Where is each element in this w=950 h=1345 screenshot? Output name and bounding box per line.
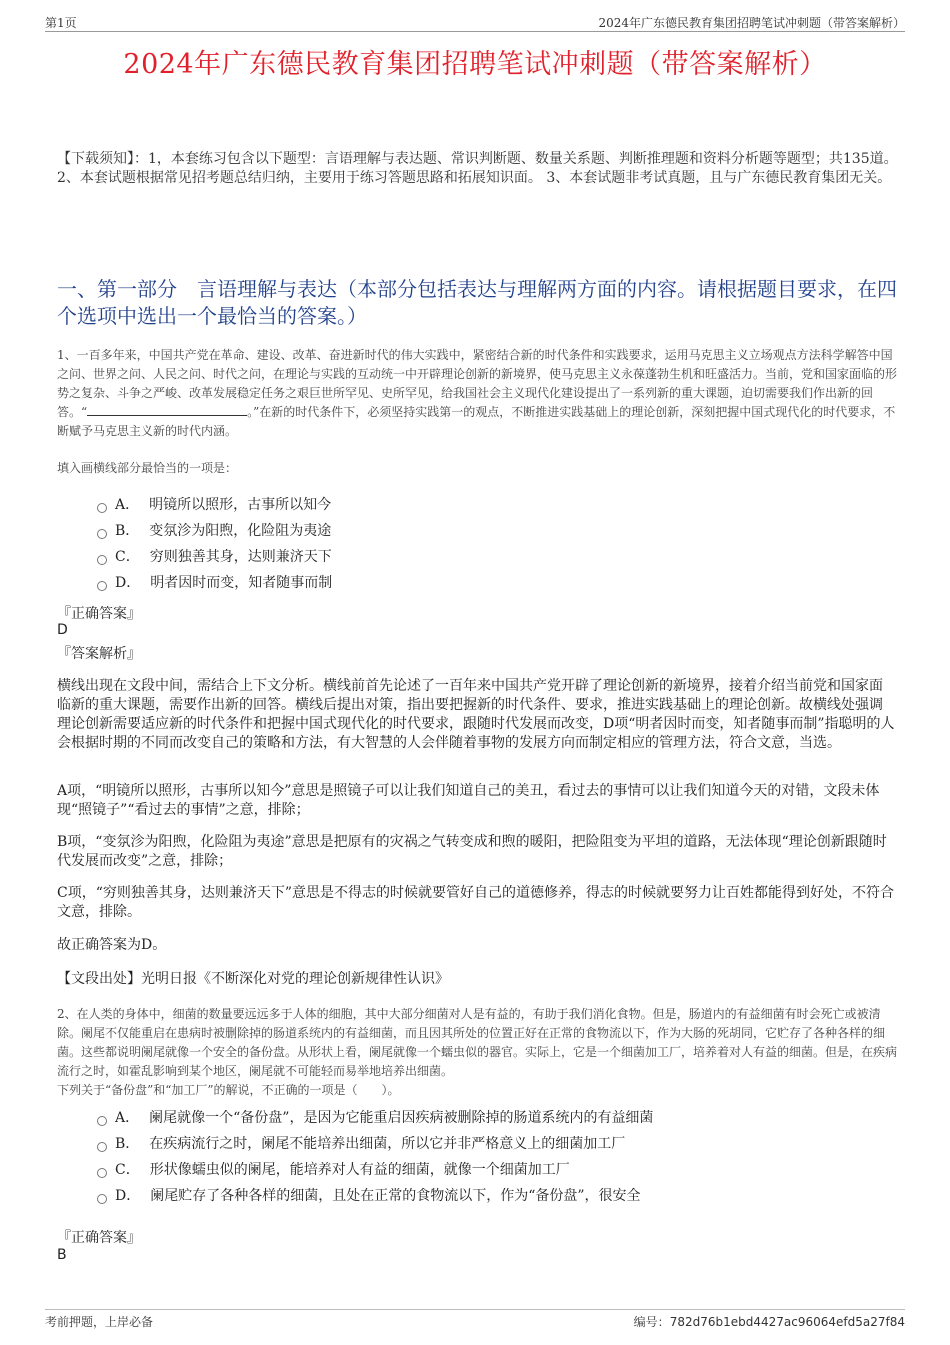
- question-1-option-c[interactable]: C． 穷则独善其身，达则兼济天下: [97, 546, 332, 568]
- radio-icon[interactable]: [97, 555, 107, 565]
- correct-answer: B: [57, 1247, 67, 1263]
- footer-slogan: 考前押题，上岸必备: [45, 1315, 154, 1329]
- correct-answer: D: [57, 622, 68, 638]
- radio-icon[interactable]: [97, 1194, 107, 1204]
- analysis-paragraph: 横线出现在文段中间，需结合上下文分析。横线前首先论述了一百年来中国共产党开辟了理论创新的新境界，接着介绍当前党和国家面临新的重大课题，需要作出新的回答。横线后提出对策，指出要把握新的时代条件、要求，推进实践基础上的理论创新。故横线处强调理论创新需要适应新的时代条件和把握中国式现代化的时代要求，跟随时代发展而改变，D项“明者因时而变，知者随事而制”指聪明的人会根据时期的不同而改变自己的策略和方法，有大智慧的人会伴随着事物的发展方向而制定相应的管理方法，符合文意，当选。: [57, 678, 895, 751]
- analysis-paragraph: A项，“明镜所以照形，古事所以知今”意思是照镜子可以让我们知道自己的美丑，看过去的事情可以让我们知道今天的对错，文段未体现“照镜子”“看过去的事情”之意，排除；: [57, 783, 880, 818]
- question-2-text: 2、在人类的身体中，细菌的数量要远远多于人体的细胞，其中大部分细菌对人是有益的，有助于我们消化食物。但是，肠道内的有益细菌有时会死亡或被清除。阑尾不仅能重启在患病时被删除掉的肠道系统内的有益细菌，而且因其所处的位置正好在正常的食物流以下，作为大肠的死胡同，它贮存了各种各样的细菌。这些都说明阑尾就像一个安全的备份盘。从形状上看，阑尾就像一个蠕虫似的器官。实际上，它是一个细菌加工厂，培养着对人有益的细菌。但是，在疾病流行之时，如霍乱影响到某个地区，阑尾就不可能轻而易举地培养出细菌。: [57, 1007, 898, 1078]
- question-1-text: [57, 346, 902, 441]
- analysis-conclusion: 故正确答案为D。: [57, 937, 167, 953]
- question-2-option-a[interactable]: A． 阑尾就像一个“备份盘”，是因为它能重启因疾病被删除掉的肠道系统内的有益细菌: [97, 1107, 653, 1129]
- document-code-label: 编号：: [633, 1315, 670, 1329]
- question-2-option-c[interactable]: C． 形状像蠕虫似的阑尾，能培养对人有益的细菌，就像一个细菌加工厂: [97, 1159, 570, 1181]
- page-title: 2024年广东德民教育集团招聘笔试冲刺题（带答案解析）: [123, 49, 827, 80]
- question-2-option-b[interactable]: B． 在疾病流行之时，阑尾不能培养出细菌，所以它并非严格意义上的细菌加工厂: [97, 1133, 625, 1155]
- analysis-label: 『答案解析』: [57, 646, 141, 662]
- question-1-option-a[interactable]: A． 明镜所以照形，古事所以知今: [97, 494, 331, 516]
- fill-blank-line: [87, 403, 247, 416]
- source-citation: 【文段出处】光明日报《不断深化对党的理论创新规律性认识》: [57, 971, 449, 987]
- running-title: 2024年广东德民教育集团招聘笔试冲刺题（带答案解析）: [598, 16, 905, 30]
- radio-icon[interactable]: [97, 1116, 107, 1126]
- radio-icon[interactable]: [97, 503, 107, 513]
- correct-answer-label: 『正确答案』: [57, 606, 141, 622]
- question-1-text-before: 1、一百多年来，中国共产党在革命、建设、改革、奋进新时代的伟大实践中，紧密结合新的时代条件和实践要求，运用马克思主义立场观点方法科学解答中国之问、世界之问、人民之问、时代之问，在理论与实践的互动统一中开辟理论创新的新境界，使马克思主义永葆蓬勃生机和旺盛活力。当前，党和国家面临的形势之复杂、斗争之严峻、改革发展稳定任务之艰巨世所罕见、史所罕见，给我国社会主义现代化建设提出了一系列新的重大课题，迫切需要我们作出新的回答。“: [57, 348, 898, 419]
- section-heading: 一、第一部分 言语理解与表达（本部分包括表达与理解两方面的内容。请根据题目要求，在四个选项中选出一个最恰当的答案。）: [57, 277, 897, 328]
- header-divider: [45, 31, 905, 32]
- question-1-option-d[interactable]: D． 明者因时而变，知者随事而制: [97, 572, 332, 594]
- footer-divider: [45, 1309, 905, 1310]
- radio-icon[interactable]: [97, 1142, 107, 1152]
- download-notice: 【下载须知】：1，本套练习包含以下题型：言语理解与表达题、常识判断题、数量关系题、判断推理题和资料分析题等题型；共135道。 2、本套试题根据常见招考题总结归纳，主要用于练习答题思路和拓展知识面。 3、本套试题非考试真题，且与广东德民教育集团无关。: [57, 151, 898, 186]
- radio-icon[interactable]: [97, 1168, 107, 1178]
- question-2-option-d[interactable]: D． 阑尾贮存了各种各样的细菌，且处在正常的食物流以下，作为“备份盘”，很安全: [97, 1185, 641, 1207]
- correct-answer-label: 『正确答案』: [57, 1230, 141, 1246]
- page-number: 第1页: [45, 16, 77, 30]
- analysis-paragraph: C项，“穷则独善其身，达则兼济天下”意思是不得志的时候就要管好自己的道德修养，得志的时候就要努力让百姓都能得到好处，不符合文意，排除。: [57, 885, 895, 920]
- radio-icon[interactable]: [97, 581, 107, 591]
- question-1-text-after: 。”在新的时代条件下，必须坚持实践第一的观点，不断推进实践基础上的理论创新，深刻把握中国式现代化的时代要求，不断赋予马克思主义新的时代内涵。: [57, 405, 896, 438]
- question-1-prompt: 填入画横线部分最恰当的一项是：: [57, 461, 238, 475]
- question-2-prompt: 下列关于“备份盘”和“加工厂”的解说，不正确的一项是（ ）。: [57, 1083, 400, 1097]
- question-1-option-b[interactable]: B． 变氛沴为阳煦，化险阻为夷途: [97, 520, 331, 542]
- radio-icon[interactable]: [97, 529, 107, 539]
- analysis-paragraph: B项，“变氛沴为阳煦，化险阻为夷途”意思是把原有的灾祸之气转变成和煦的暖阳，把险阻变为平坦的道路，无法体现“理论创新跟随时代发展而改变”之意，排除；: [57, 834, 887, 869]
- document-code: [634, 1313, 905, 1330]
- document-code-value: 782d76b1ebd4427ac96064efd5a27f84: [669, 1315, 905, 1329]
